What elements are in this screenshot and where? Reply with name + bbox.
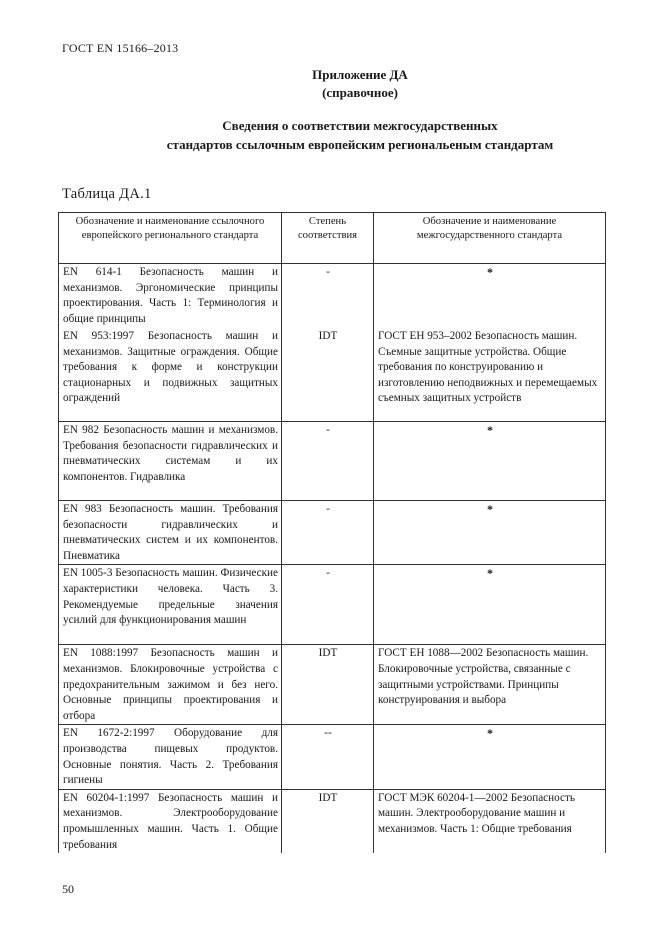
degree-cell: - (282, 501, 374, 565)
national-standard-cell: ГОСТ ЕН 953–2002 Безопасность машин. Съемные защитные устройства. Общие требования по конструированию и изготовлению неподвижных и перемещаемых съемных защитных устройств (374, 328, 606, 422)
table-row (59, 725, 606, 789)
degree-cell: - (282, 422, 374, 501)
table-row (59, 264, 606, 329)
table-row (59, 501, 606, 565)
ref-standard-cell: EN 983 Безопасность машин. Требования безопасности гидравлических и пневматических систем и их компонентов. Пневматика (59, 501, 282, 565)
column-header-national: Обозначение и наименование межгосударственного стандарта (374, 213, 606, 264)
ref-standard-cell: EN 60204-1:1997 Безопасность машин и механизмов. Электрооборудование промышленных машин. Часть 1. Общие требования (59, 789, 282, 853)
degree-cell: -- (282, 725, 374, 789)
table-row (59, 645, 606, 725)
section-heading (0, 116, 661, 154)
degree-cell: - (282, 264, 374, 329)
document-code: ГОСТ EN 15166–2013 (62, 41, 179, 55)
column-header-degree: Степень соответствия (282, 213, 374, 264)
degree-cell: IDT (282, 789, 374, 853)
section-title-line1: Сведения о соответствии межгосударственных (222, 118, 498, 133)
appendix-title: Приложение ДА (312, 67, 408, 82)
ref-standard-cell: EN 1088:1997 Безопасность машин и механизмов. Блокировочные устройства с предохранительным зажимом и без него. Основные принципы проектирования и отбора (59, 645, 282, 725)
section-title-line2: стандартов ссылочным европейским региональеным стандартам (166, 137, 554, 152)
ref-standard-cell: EN 953:1997 Безопасность машин и механизмов. Защитные ограждения. Общие требования к форме и конструкции стационарных и подвижных защитных ограждений (59, 328, 282, 422)
table-caption: Таблица ДА.1 (62, 186, 152, 202)
national-standard-cell: ГОСТ ЕН 1088—2002 Безопасность машин. Блокировочные устройства, связанные с защитными устройствами. Принципы конструирования и выбора (374, 645, 606, 725)
ref-standard-cell: EN 1672-2:1997 Оборудование для производства пищевых продуктов. Основные понятия. Часть 2. Требования гигиены (59, 725, 282, 789)
column-header-ref: Обозначение и наименование ссылочного европейского регионального стандарта (59, 213, 282, 264)
table-row (59, 789, 606, 853)
national-standard-cell: * (374, 264, 606, 329)
table-row (59, 328, 606, 422)
table-header-row (59, 213, 606, 264)
degree-cell: - (282, 565, 374, 645)
degree-cell: IDT (282, 328, 374, 422)
ref-standard-cell: EN 982 Безопасность машин и механизмов. Требования безопасности гидравлических и пневматических системам и их компонентов. Гидравлика (59, 422, 282, 501)
correspondence-table (58, 212, 606, 853)
national-standard-cell: * (374, 725, 606, 789)
ref-standard-cell: EN 614-1 Безопасность машин и механизмов. Эргономические принципы проектирования. Часть 1: Терминология и общие принципы (59, 264, 282, 329)
national-standard-cell: * (374, 501, 606, 565)
table-row (59, 565, 606, 645)
page-number: 50 (62, 882, 74, 896)
national-standard-cell: * (374, 565, 606, 645)
ref-standard-cell: EN 1005-3 Безопасность машин. Физические характеристики человека. Часть 3. Рекомендуемые предельные значения усилий для функционирования машин (59, 565, 282, 645)
appendix-heading (0, 66, 661, 102)
national-standard-cell: * (374, 422, 606, 501)
national-standard-cell: ГОСТ МЭК 60204-1—2002 Безопасность машин. Электрооборудование машин и механизмов. Часть 1: Общие требования (374, 789, 606, 853)
appendix-subtitle: (справочное) (322, 85, 398, 100)
table-row (59, 422, 606, 501)
degree-cell: IDT (282, 645, 374, 725)
